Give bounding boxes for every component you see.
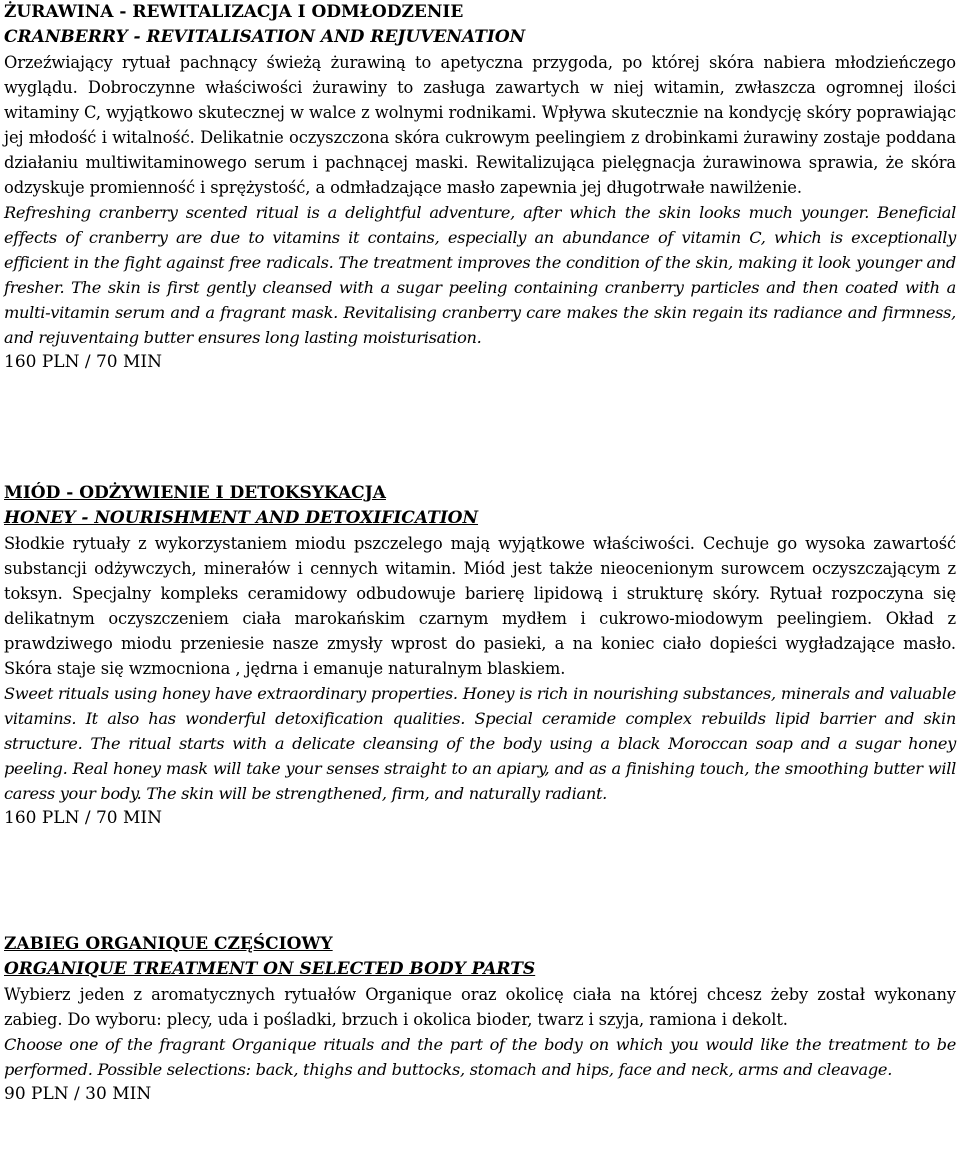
treatment-section-partial	[4, 932, 956, 1107]
price-duration: 90 PLN / 30 MIN	[4, 1084, 152, 1104]
price-duration: 160 PLN / 70 MIN	[4, 808, 163, 828]
description-en: Sweet rituals using honey have extraordinary properties. Honey is rich in nourishing substances, minerals and valuable vitamins. It also has wonderful detoxification qualities. Special ceramide complex rebuilds lipid barrier and skin structure. The ritual starts with a delicate cleansing of the body using a black Moroccan soap and a sugar honey peeling. Real honey mask will take your senses straight to an apiary, and as a finishing touch, the smoothing butter will caress your body. The skin will be strengthened, firm, and naturally radiant.	[4, 684, 956, 803]
section-title-pl: ŻURAWINA - REWITALIZACJA I ODMŁODZENIE	[4, 2, 464, 22]
section-title-pl: MIÓD - ODŻYWIENIE I DETOKSYKACJA	[4, 483, 386, 503]
section-title-pl: ZABIEG ORGANIQUE CZĘŚCIOWY	[4, 934, 333, 954]
description-pl: Wybierz jeden z aromatycznych rytuałów Organique oraz okolicę ciała na której chcesz żeby został wykonany zabieg. Do wyboru: plecy, uda i pośladki, brzuch i okolica bioder, twarz i szyja, ramiona i dekolt.	[4, 985, 956, 1029]
price-duration: 160 PLN / 70 MIN	[4, 352, 163, 372]
treatment-section-honey	[4, 481, 956, 831]
section-title-en: CRANBERRY - REVITALISATION AND REJUVENATION	[4, 27, 526, 47]
description-en: Refreshing cranberry scented ritual is a delightful adventure, after which the skin looks much younger. Beneficial effects of cranberry are due to vitamins it contains, especially an abundance of vitamin C, which is exceptionally efficient in the fight against free radicals. The treatment improves the condition of the skin, making it look younger and fresher. The skin is first gently cleansed with a sugar peeling containing cranberry particles and then coated with a multi-vitamin serum and a fragrant mask. Revitalising cranberry care makes the skin regain its radiance and firmness, and rejuventaing butter ensures long lasting moisturisation.	[4, 203, 956, 347]
description-en: Choose one of the fragrant Organique rituals and the part of the body on which you would like the treatment to be performed. Possible selections: back, thighs and buttocks, stomach and hips, face and neck, arms and cleavage.	[4, 1035, 956, 1079]
section-title-en: ORGANIQUE TREATMENT ON SELECTED BODY PARTS	[4, 959, 536, 979]
treatment-section-cranberry	[4, 0, 956, 375]
description-pl: Słodkie rytuały z wykorzystaniem miodu pszczelego mają wyjątkowe właściwości. Cechuje go wysoka zawartość substancji odżywczych, minerałów i cennych witamin. Miód jest także nieocenionym surowcem oczyszczającym z toksyn. Specjalny kompleks ceramidowy odbudowuje barierę lipidową i strukturę skóry. Rytuał rozpoczyna się delikatnym oczyszczeniem ciała marokańskim czarnym mydłem i cukrowo-miodowym peelingiem. Okład z prawdziwego miodu przeniesie nasze zmysły wprost do pasieki, a na koniec ciało dopieści wygładzające masło. Skóra staje się wzmocniona , jędrna i emanuje naturalnym blaskiem.	[4, 534, 956, 678]
section-title-en: HONEY - NOURISHMENT AND DETOXIFICATION	[4, 508, 479, 528]
description-pl: Orzeźwiający rytuał pachnący świeżą żurawiną to apetyczna przygoda, po której skóra nabiera młodzieńczego wyglądu. Dobroczynne właściwości żurawiny to zasługa zawartych w niej witamin, zwłaszcza ogromnej ilości witaminy C, wyjątkowo skutecznej w walce z wolnymi rodnikami. Wpływa skutecznie na kondycję skóry poprawiając jej młodość i witalność. Delikatnie oczyszczona skóra cukrowym peelingiem z drobinkami żurawiny zostaje poddana działaniu multiwitaminowego serum i pachnącej maski. Rewitalizująca pielęgnacja żurawinowa sprawia, że skóra odzyskuje promienność i sprężystość, a odmładzające masło zapewnia jej długotrwałe nawilżenie.	[4, 53, 956, 197]
